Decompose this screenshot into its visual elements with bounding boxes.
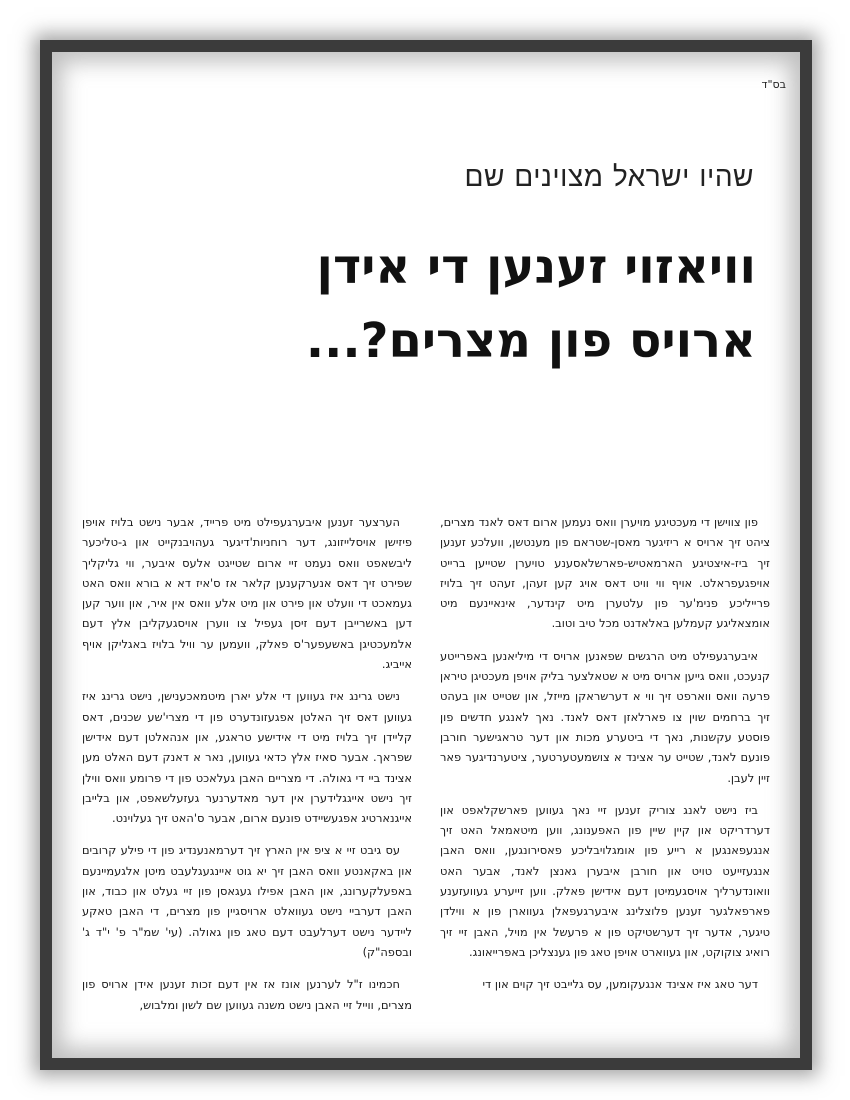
paragraph: עס גיבט זיי א ציפ אין הארץ זיך דערמאנענדיג פון די פילע קרובים און באקאנטע וואס האבן זיך יא גוט איינגעגלעבט מיטן אלגעמיינעם באפעלקערונג, און האבן אפילו געגאסן פון זיי געלט און כבוד, און האבן דערביי נישט געוואלט ארויסגיין פון מצרים, די האבן טאקע ליידער נישט דערלעבט דעם טאג פון גאולה. (עי' שמ"ר פ' י"ד ג' ובספה"ק) bbox=[82, 843, 412, 959]
paragraph: נישט גרינג איז געווען די אלע יארן מיטמאכענישן, נישט גרינג איז געווען דאס זיך האלטן אפגעזונדערט פון די מצרי'שע שכנים, דאס קליידן זיך בלויז מיט די אידישע טראגע, און אנהאלטן דעם אידישן שפראך. אבער סאיז אלץ כדאי געווען, נאר א דאנק דעם האלט מען אצינד ביי די גאולה. די מצריים האבן געלאכט פון די פרומע וואס ווילן זיך נישט אייגגלידערן אין דער מאדערנער געזעלשאפט, און בלייבן אייגנארטיג אפגעשיידט פונעם ארום, אבער ס'האט זיך געלוינט. bbox=[82, 689, 412, 826]
page-content bbox=[52, 52, 800, 1058]
paragraph: הערצער זענען איבערגעפילט מיט פרייד, אבער נישט בלויז אויפן פיזישן אויסלייזונג, דער רוחניות'דיגער געהויבנקייט און ג-טליכער ליבשאפט וואס נעמט זיי ארום שטייגט אלעס איבער, ווי גליקליך שפירט זיך דאס אנערקענען קלאר אז ס'איז דא א בורא וואס האט געמאכט די וועלט און פירט און מיט אלע וואס אין איר, און ווער קען דען באשרייבן דעם זיסן געפיל צו ווערן אויסגעקליבן אלץ דעם אלמעכטיגן באשעפער'ס פאלק, וועמען ער וויל בלויז באגליקן אויף אייביג. bbox=[82, 515, 412, 672]
title-line-1: וויאזוי זענען די אידן bbox=[316, 239, 756, 295]
article-title bbox=[76, 230, 756, 378]
paragraph: דער טאג איז אצינד אנגעקומען, עס גלייבט זיך קוים און די bbox=[482, 977, 758, 992]
paragraph: ביז נישט לאנג צוריק זענען זיי נאך געווען פארשקלאפט און דערדריקט און קיין שיין פון האפענונג, ווען מיטאמאל האט זיך אנגעפאנגען א רייע פון אומגלויבליכע פאסירונגען, וואס האבן אנגעזייעט טויט און חורבן איבערן גאנצן לאנד, אבער האט וואונדערליך אויסגעמיטן דעם אידישן פאלק. ווען זייערע געוועזענע פארפאלגער זענען פלוצלינג איבערגעפאלן געווארן פון א ווילדן טיגער, אדער זיך דערשטיקט פון א פרעשל אין מויל, האבן זיי זיך רואיג צוקוקט, און געווארט אויפן טאג פון גענצליכן באפרייאונג. bbox=[440, 802, 770, 959]
page-frame bbox=[40, 40, 812, 1070]
paragraph: חכמינו ז"ל לערנען אונז אז אין דעם זכות זענען אידן ארויס פון מצרים, ווייל זיי האבן נישט משנה געווען שם לשון ומלבוש, bbox=[82, 977, 412, 1012]
article-subtitle: שהיו ישראל מצוינים שם bbox=[464, 160, 754, 193]
column-left bbox=[82, 512, 412, 1042]
column-right bbox=[440, 512, 770, 1042]
title-line-2: ארויס פון מצרים?... bbox=[305, 313, 756, 369]
paragraph: איבערגעפילט מיט הרגשים שפאנען ארויס די מיליאנען באפרייטע קנעכט, וואס גייען ארויס מיט א שטאלצער בליק אויפן מעכטיגן טיראן פרעה וואס ווארפט זיך ווי א דערשראקן מייזל, און שטייט און בעהט זיך ברחמים שוין צו פארלאזן דאס לאנד. נאך לאנגע חדשים פון פוסטע עקשנות, נאך די ביטערע מכות און דער טראגישער חורבן פונעם לאנד, שטייט ער אצינד א צושמעטערטער, ציטערנדיגער פאר זיין לעבן. bbox=[440, 648, 770, 785]
header-bsd: בס"ד bbox=[761, 78, 786, 91]
article-body bbox=[82, 512, 770, 1042]
paragraph: פון צווישן די מעכטיגע מויערן וואס נעמען ארום דאס לאנד מצרים, ציהט זיך ארויס א ריזיגער מאסן-שטראם פון מענטשן, וועלכע זענען זיך ביז-איצטיגע הארמאטיש-פארשלאסענע טויערן שטייען ברייט אויפגעפראלט. אויף ווי וויט דאס אויג קען זעהן, זעהט זיך בלויז פרייליכע פנימ'ער פון עלטערן מיט קינדער, אינאיינעם מיט אומצאליגע קעמלען באלאדנט מכל טיב וטוב. bbox=[440, 515, 770, 631]
